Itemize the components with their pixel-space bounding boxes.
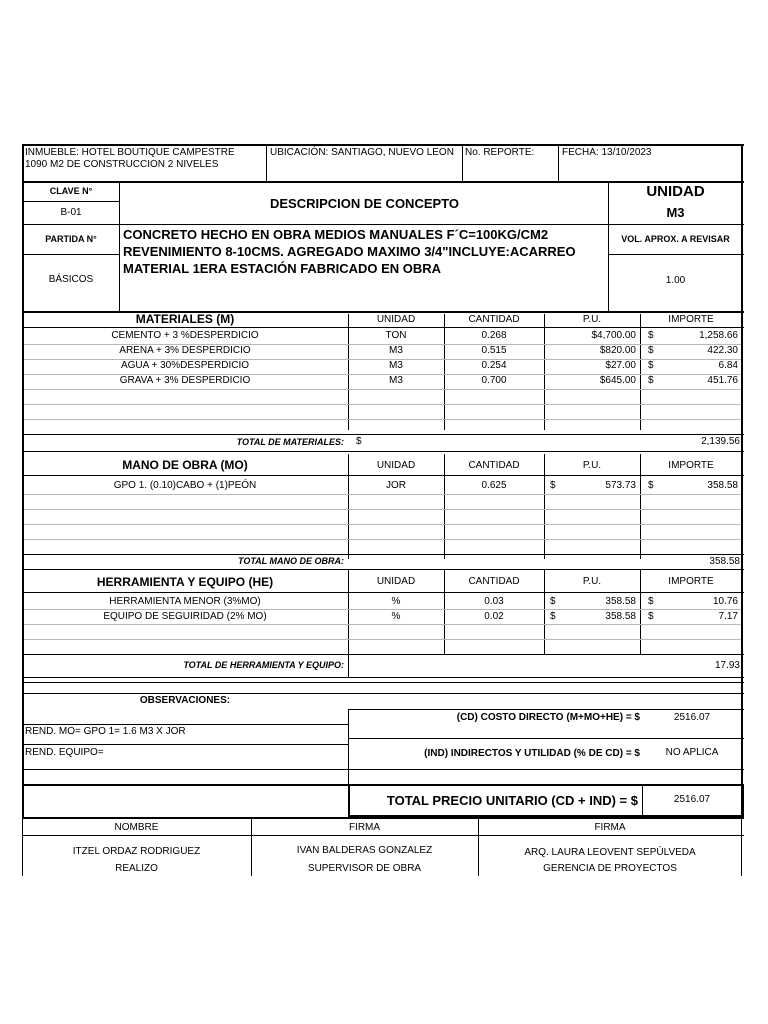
row-desc: AGUA + 30%DESPERDICIO: [120, 360, 250, 371]
signer-2-role: SUPERVISOR DE OBRA: [307, 863, 422, 874]
materiales-col-pu: P.U.: [582, 314, 602, 325]
row-unidad: %: [391, 596, 401, 607]
herramienta-col-pu: P.U.: [582, 576, 602, 587]
row-importe: 451.76: [707, 375, 738, 386]
row-currency: $: [648, 480, 654, 491]
row-pu: 358.58: [605, 611, 636, 622]
row-desc: CEMENTO + 3 %DESPERDICIO: [111, 330, 259, 341]
row-importe: 7.17: [718, 611, 738, 622]
materiales-col-unidad: UNIDAD: [376, 314, 416, 325]
row-currency: $: [648, 375, 654, 386]
row-desc: GPO 1. (0.10)CABO + (1)PEÓN: [113, 480, 257, 491]
partida-label: PARTIDA N°: [45, 234, 97, 244]
signer-3-name: ARQ. LAURA LEOVENT SEPÚLVEDA: [524, 847, 696, 858]
row-cantidad: 0.03: [484, 596, 504, 607]
ind-label: (IND) INDIRECTOS Y UTILIDAD (% DE CD) = $: [424, 748, 640, 759]
mano-obra-col-pu: P.U.: [582, 460, 602, 471]
row-unidad: M3: [389, 375, 403, 386]
vol-label: VOL. APROX. A REVISAR: [621, 234, 730, 244]
row-unidad: TON: [385, 330, 407, 341]
row-currency: $: [648, 360, 654, 371]
total-materiales-currency: $: [356, 436, 362, 447]
row-cantidad: 0.268: [481, 330, 507, 341]
row-pu: $27.00: [605, 360, 636, 371]
cd-value: 2516.07: [673, 712, 711, 723]
row-importe: 6.84: [718, 360, 738, 371]
ind-value: NO APLICA: [665, 747, 719, 758]
signer-2-name: IVAN BALDERAS GONZALEZ: [296, 845, 433, 856]
row-importe: 10.76: [712, 596, 738, 607]
inmueble-line-1: INMUEBLE: HOTEL BOUTIQUE CAMPESTRE: [25, 147, 235, 158]
descripcion-label: DESCRIPCION DE CONCEPTO: [269, 196, 459, 211]
materiales-title: MATERIALES (M): [135, 312, 235, 326]
row-importe: 358.58: [707, 480, 738, 491]
row-currency: $: [648, 611, 654, 622]
concept-description: CONCRETO HECHO EN OBRA MEDIOS MANUALES F´C=100KG/CM2 REVENIMIENTO 8-10CMS. AGREGADO MAXIMO 3/4"INCLUYE:ACARREO MATERIAL 1ERA ESTACIÓN FABRICADO EN OBRA: [123, 227, 576, 276]
rend-equipo: REND. EQUIPO=: [25, 747, 104, 758]
herramienta-col-unidad: UNIDAD: [376, 576, 416, 587]
total-materiales-label: TOTAL DE MATERIALES:: [236, 437, 344, 447]
row-desc: EQUIPO DE SEGUIRIDAD (2% MO): [103, 611, 267, 622]
inmueble-line-2: 1090 M2 DE CONSTRUCCION 2 NIVELES: [25, 159, 219, 170]
observaciones-label: OBSERVACIONES:: [139, 695, 231, 706]
herramienta-col-importe: IMPORTE: [668, 576, 714, 587]
row-pu: $820.00: [599, 345, 636, 356]
row-cantidad: 0.700: [481, 375, 507, 386]
nombre-label: NOMBRE: [114, 822, 159, 833]
clave-label: CLAVE N°: [49, 186, 93, 196]
rend-mo: REND. MO= GPO 1= 1.6 M3 X JOR: [25, 726, 186, 737]
row-pu: $645.00: [599, 375, 636, 386]
basicos-label: BÁSICOS: [48, 274, 94, 285]
total-precio-value: 2516.07: [673, 794, 711, 805]
signer-3-role: GERENCIA DE PROYECTOS: [543, 863, 677, 874]
unit-price-sheet: [22, 144, 744, 876]
firma-label-1: FIRMA: [348, 822, 381, 833]
row-cantidad: 0.254: [481, 360, 507, 371]
materiales-col-importe: IMPORTE: [668, 314, 714, 325]
report-number: No. REPORTE:: [465, 147, 535, 158]
row-unidad: M3: [389, 345, 403, 356]
unidad-label: UNIDAD: [646, 183, 705, 200]
row-currency: $: [648, 330, 654, 341]
row-importe: 422.30: [707, 345, 738, 356]
row-pu: 358.58: [605, 596, 636, 607]
total-mano-obra-value: 358.58: [709, 556, 740, 567]
ubicacion: UBICACIÓN: SANTIAGO, NUEVO LEON: [270, 147, 454, 158]
signer-1-role: REALIZO: [115, 863, 158, 874]
total-herramienta-label: TOTAL DE HERRAMIENTA Y EQUIPO:: [183, 660, 344, 670]
row-cantidad: 0.02: [484, 611, 504, 622]
materiales-col-cantidad: CANTIDAD: [468, 314, 520, 325]
row-currency: $: [648, 596, 654, 607]
clave-value: B-01: [60, 207, 82, 218]
mano-obra-title: MANO DE OBRA (MO): [122, 458, 248, 472]
herramienta-col-cantidad: CANTIDAD: [468, 576, 520, 587]
vol-value: 1.00: [665, 275, 686, 286]
row-importe: 1,258.66: [699, 330, 738, 341]
cd-label: (CD) COSTO DIRECTO (M+MO+HE) = $: [456, 712, 640, 723]
row-pu-currency: $: [550, 480, 556, 491]
firma-label-2: FIRMA: [594, 822, 626, 833]
row-desc: ARENA + 3% DESPERDICIO: [119, 345, 251, 356]
row-unidad: %: [391, 611, 401, 622]
row-cantidad: 0.625: [481, 480, 507, 491]
row-pu: $4,700.00: [591, 330, 636, 341]
row-currency: $: [648, 345, 654, 356]
row-unidad: M3: [389, 360, 403, 371]
total-mano-obra-label: TOTAL MANO DE OBRA:: [238, 556, 344, 566]
row-unidad: JOR: [386, 480, 406, 491]
mano-obra-col-unidad: UNIDAD: [376, 460, 416, 471]
report-date: FECHA: 13/10/2023: [562, 147, 652, 158]
row-pu-currency: $: [550, 611, 556, 622]
signer-1-name: ITZEL ORDAZ RODRIGUEZ: [72, 846, 201, 857]
total-precio-label: TOTAL PRECIO UNITARIO (CD + IND) = $: [386, 793, 638, 808]
total-herramienta-value: 17.93: [714, 660, 740, 671]
total-materiales-value: 2,139.56: [701, 436, 740, 447]
unidad-value: M3: [666, 205, 685, 220]
row-pu: 573.73: [605, 480, 636, 491]
herramienta-title: HERRAMIENTA Y EQUIPO (HE): [96, 575, 274, 589]
row-cantidad: 0.515: [481, 345, 507, 356]
row-desc: HERRAMIENTA MENOR (3%MO): [109, 596, 261, 607]
row-desc: GRAVA + 3% DESPERDICIO: [119, 375, 251, 386]
row-pu-currency: $: [550, 596, 556, 607]
mano-obra-col-importe: IMPORTE: [668, 460, 714, 471]
mano-obra-col-cantidad: CANTIDAD: [468, 460, 520, 471]
